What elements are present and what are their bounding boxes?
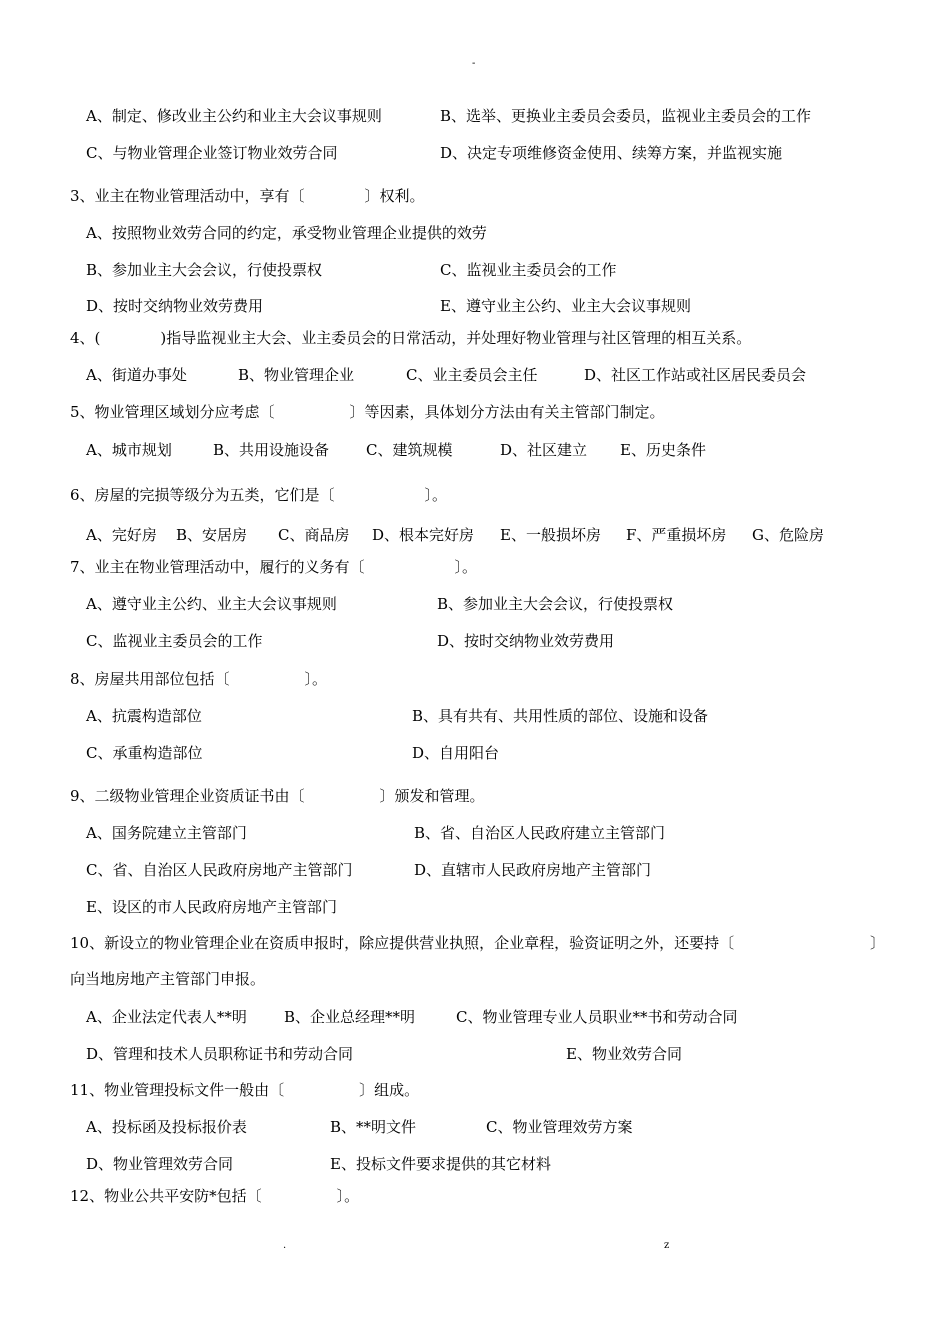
q9-option-a: A、国务院建立主管部门	[86, 824, 247, 842]
q9-option-d: D、直辖市人民政府房地产主管部门	[414, 861, 652, 879]
q11-option-c: C、物业管理效劳方案	[486, 1118, 633, 1136]
q6-option-g: G、危险房	[752, 526, 824, 544]
q7-option-a: A、遵守业主公约、业主大会议事规则	[86, 595, 337, 613]
footer-right-mark: z	[664, 1240, 670, 1251]
q12-stem: 12、物业公共平安防*包括〔 〕。	[70, 1187, 360, 1205]
q5-option-a: A、城市规划	[86, 441, 172, 459]
q11-option-a: A、投标函及投标报价表	[86, 1118, 247, 1136]
q10-option-c: C、物业管理专业人员职业**书和劳动合同	[456, 1008, 738, 1026]
q3-option-a: A、按照物业效劳合同的约定，承受物业管理企业提供的效劳	[86, 224, 487, 242]
header-mark: -	[472, 58, 476, 69]
q6-option-d: D、根本完好房	[372, 526, 475, 544]
q11-option-e: E、投标文件要求提供的其它材料	[330, 1155, 551, 1173]
q3-option-d: D、按时交纳物业效劳费用	[86, 297, 264, 315]
q4-option-c: C、业主委员会主任	[406, 366, 538, 384]
q10-stem-line2: 向当地房地产主管部门申报。	[70, 970, 266, 988]
q6-stem: 6、房屋的完损等级分为五类，它们是〔 〕。	[70, 486, 448, 504]
footer-left-mark: .	[283, 1240, 287, 1251]
q10-stem-bracket-end: 〕	[870, 934, 886, 952]
q8-stem: 8、房屋共用部位包括〔 〕。	[70, 670, 328, 688]
q10-stem-line1: 10、新设立的物业管理企业在资质申报时，除应提供营业执照，企业章程，验资证明之外，还要持〔	[70, 934, 735, 952]
q7-option-c: C、监视业主委员会的工作	[86, 632, 263, 650]
q8-option-c: C、承重构造部位	[86, 744, 203, 762]
q10-option-d: D、管理和技术人员职称证书和劳动合同	[86, 1045, 354, 1063]
q8-option-b: B、具有共有、共用性质的部位、设施和设备	[412, 707, 709, 725]
q10-option-b: B、企业总经理**明	[284, 1008, 416, 1026]
q3-option-e: E、遵守业主公约、业主大会议事规则	[440, 297, 691, 315]
q4-stem: 4、( )指导监视业主大会、业主委员会的日常活动，并处理好物业管理与社区管理的相互关系。	[70, 329, 752, 347]
q7-stem: 7、业主在物业管理活动中，履行的义务有〔 〕。	[70, 558, 478, 576]
q5-option-e: E、历史条件	[620, 441, 706, 459]
q8-option-d: D、自用阳台	[412, 744, 500, 762]
q8-option-a: A、抗震构造部位	[86, 707, 202, 725]
q3-option-c: C、监视业主委员会的工作	[440, 261, 617, 279]
q2-option-d: D、决定专项维修资金使用、续筹方案，并监视实施	[440, 144, 783, 162]
q11-option-b: B、**明文件	[330, 1118, 417, 1136]
q6-option-f: F、严重损坏房	[626, 526, 727, 544]
q7-option-d: D、按时交纳物业效劳费用	[437, 632, 615, 650]
q5-option-d: D、社区建立	[500, 441, 588, 459]
q3-stem: 3、业主在物业管理活动中，享有〔 〕权利。	[70, 187, 425, 205]
q5-stem: 5、物业管理区域划分应考虑〔 〕等因素，具体划分方法由有关主管部门制定。	[70, 403, 665, 421]
q3-option-b: B、参加业主大会会议，行使投票权	[86, 261, 323, 279]
q4-option-d: D、社区工作站或社区居民委员会	[584, 366, 807, 384]
q9-option-e: E、设区的市人民政府房地产主管部门	[86, 898, 337, 916]
q2-option-a: A、制定、修改业主公约和业主大会议事规则	[86, 107, 382, 125]
q4-option-a: A、街道办事处	[86, 366, 187, 384]
q7-option-b: B、参加业主大会会议，行使投票权	[437, 595, 674, 613]
q6-option-b: B、安居房	[176, 526, 248, 544]
q6-option-a: A、完好房	[86, 526, 157, 544]
q4-option-b: B、物业管理企业	[238, 366, 355, 384]
q5-option-c: C、建筑规模	[366, 441, 453, 459]
q6-option-c: C、商品房	[278, 526, 350, 544]
q5-option-b: B、共用设施设备	[213, 441, 330, 459]
q9-stem: 9、二级物业管理企业资质证书由〔 〕颁发和管理。	[70, 787, 485, 805]
q11-option-d: D、物业管理效劳合同	[86, 1155, 234, 1173]
q2-option-c: C、与物业管理企业签订物业效劳合同	[86, 144, 338, 162]
q11-stem: 11、物业管理投标文件一般由〔 〕组成。	[70, 1081, 420, 1099]
q9-option-b: B、省、自治区人民政府建立主管部门	[414, 824, 666, 842]
q6-option-e: E、一般损坏房	[500, 526, 601, 544]
q10-option-e: E、物业效劳合同	[566, 1045, 682, 1063]
q10-option-a: A、企业法定代表人**明	[86, 1008, 247, 1026]
q9-option-c: C、省、自治区人民政府房地产主管部门	[86, 861, 353, 879]
q2-option-b: B、选举、更换业主委员会委员，监视业主委员会的工作	[440, 107, 812, 125]
